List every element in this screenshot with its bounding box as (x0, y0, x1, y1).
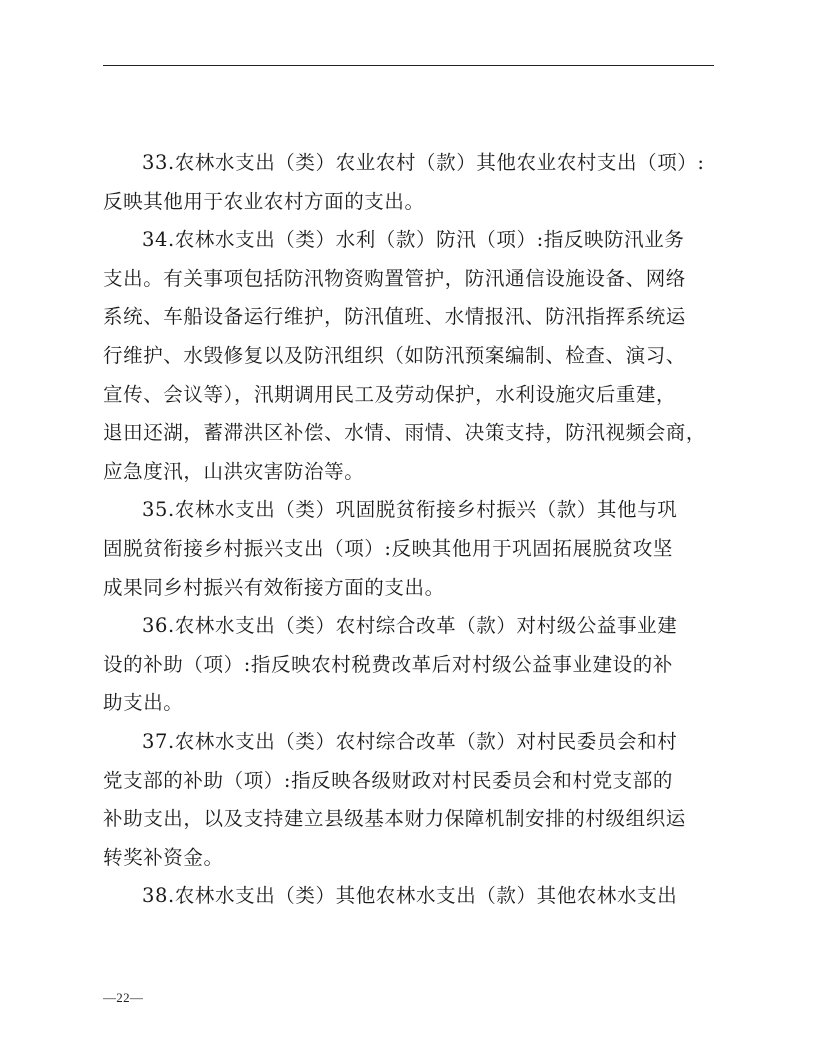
paragraph-line: 宣传、会议等），汛期调用民工及劳动保护，水利设施灾后重建， (103, 382, 677, 406)
paragraph-line: 设的补助（项）:指反映农村税费改革后对村级公益事业建设的补 (103, 652, 673, 676)
paragraph-line: 36.农林水支出（类）农村综合改革（款）对村级公益事业建 (142, 614, 678, 638)
paragraph-line: 35.农林水支出（类）巩固脱贫衔接乡村振兴（款）其他与巩 (142, 498, 678, 522)
paragraph-37 (103, 723, 714, 877)
paragraph-line: 固脱贫衔接乡村振兴支出（项）:反映其他用于巩固拓展脱贫攻坚 (103, 536, 673, 560)
paragraph-33 (103, 144, 714, 221)
paragraph-line: 退田还湖，蓄滞洪区补偿、水情、雨情、决策支持，防汛视频会商， (103, 421, 707, 445)
paragraph-line: 34.农林水支出（类）水利（款）防汛（项）:指反映防汛业务 (142, 228, 685, 252)
paragraph-line: 反映其他用于农业农村方面的支出。 (103, 189, 425, 213)
page-number: —22— (103, 990, 144, 1005)
paragraph-line: 成果同乡村振兴有效衔接方面的支出。 (103, 575, 445, 599)
paragraph-line: 党支部的补助（项）:指反映各级财政对村民委员会和村党支部的 (103, 768, 673, 792)
paragraph-line: 助支出。 (103, 691, 184, 715)
paragraph-line: 支出。有关事项包括防汛物资购置管护，防汛通信设施设备、网络 (103, 266, 686, 290)
header-rule (103, 65, 714, 66)
paragraph-line: 38.农林水支出（类）其他农林水支出（款）其他农林水支出 (142, 884, 678, 908)
paragraph-line: 37.农林水支出（类）农村综合改革（款）对村民委员会和村 (142, 729, 678, 753)
paragraph-34 (103, 221, 714, 491)
paragraph-line: 系统、车船设备运行维护，防汛值班、水情报汛、防汛指挥系统运 (103, 305, 686, 329)
paragraph-38 (103, 877, 714, 916)
paragraph-36 (103, 607, 714, 723)
paragraph-line: 33.农林水支出（类）农业农村（款）其他农业农村支出（项）: (142, 151, 705, 174)
document-body (103, 144, 714, 916)
paragraph-35 (103, 491, 714, 607)
paragraph-line: 补助支出，以及支持建立县级基本财力保障机制安排的村级组织运 (103, 807, 686, 831)
paragraph-line: 转奖补资金。 (103, 845, 224, 869)
paragraph-line: 行维护、水毁修复以及防汛组织（如防汛预案编制、检查、演习、 (103, 343, 686, 367)
paragraph-line: 应急度汛，山洪灾害防治等。 (103, 459, 365, 483)
